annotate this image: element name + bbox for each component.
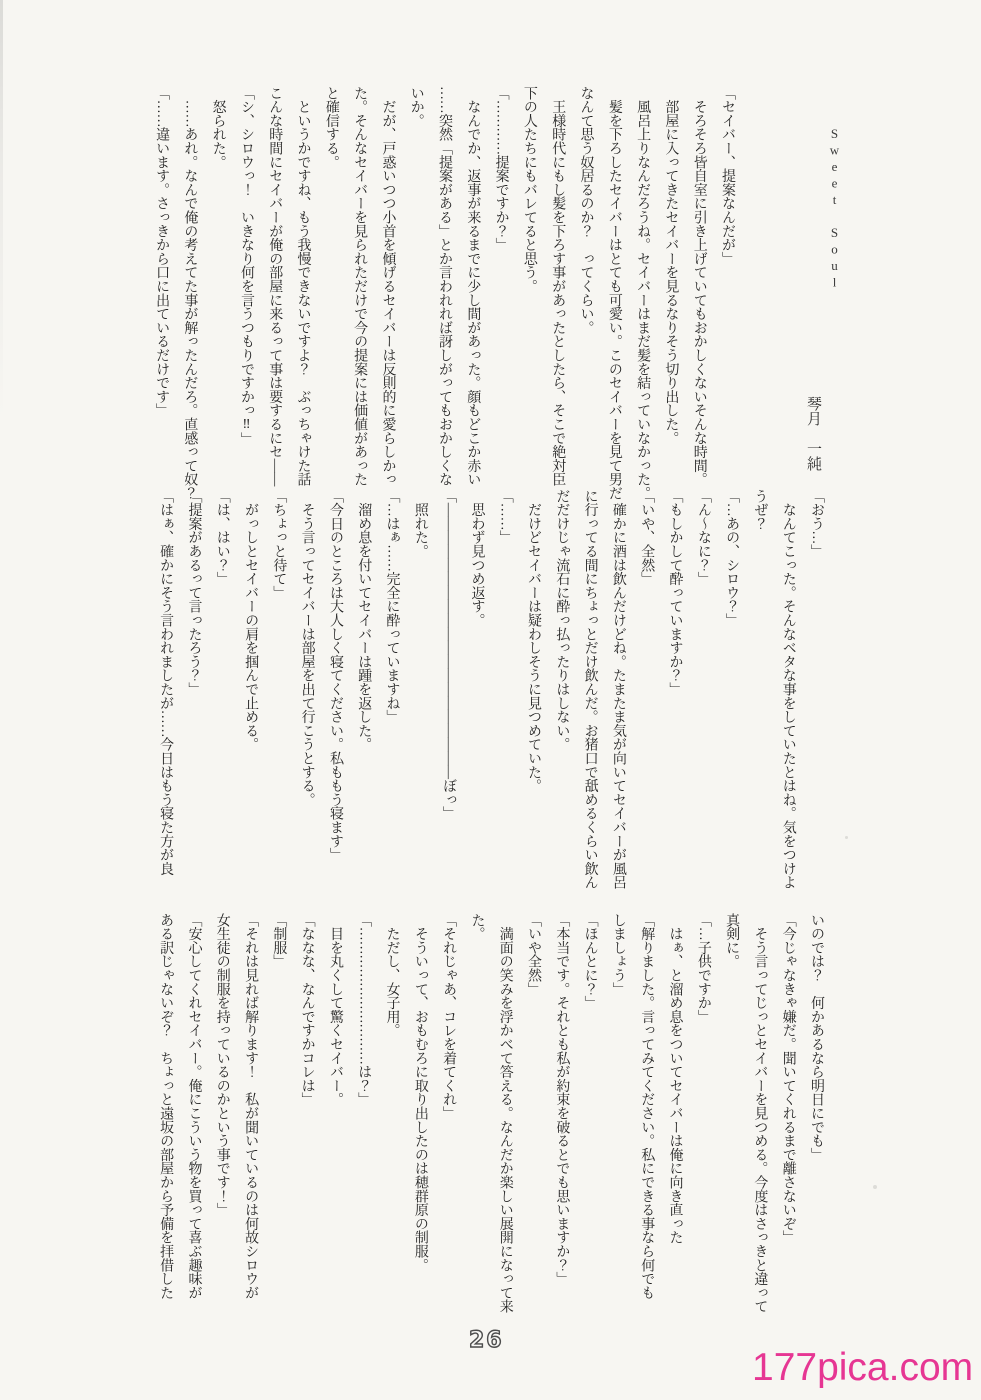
text-line: そういって、おもむろに取り出したのは穂群原の制服。 — [412, 913, 428, 1272]
text-line: ある訳じゃないぞ？ ちょっと遠坂の部屋から予備を拝借した — [158, 913, 174, 1300]
text-line: ただし、女子用。 — [384, 913, 400, 1038]
text-line: 「…子供ですか」 — [695, 913, 711, 1024]
text-line: そろそろ皆自室に引き上げていてもおかしくないそんな時間。 — [691, 86, 707, 487]
text-line: 真剣に。 — [724, 913, 740, 969]
text-line: 女生徒の制服を持っているのかという事です！」 — [214, 913, 230, 1217]
text-band-bottom — [151, 913, 830, 1331]
text-line: そう言ってじっとセイバーを見つめる。今度はさっきと違って — [752, 913, 768, 1314]
text-line: 「はぁ、確かにそう言われましたが……今日はもう寝た方が良 — [158, 489, 174, 876]
scan-artifact-left-edge — [0, 0, 3, 420]
text-line: 部屋に入ってきたセイバーを見るなりそう切り出した。 — [663, 86, 679, 445]
text-band-top — [147, 86, 741, 502]
text-line: 確かに酒は飲んだけどね。たまたま気が向いてセイバーが風呂 — [610, 489, 626, 890]
text-line: 髪を下ろしたセイバーはとても可愛い。このセイバーを見て男だ — [606, 86, 622, 501]
text-line: 「…………………………は？」 — [356, 913, 372, 1107]
story-title: Sweet Soul — [827, 126, 842, 291]
text-line: 「ちょっと待て」 — [271, 489, 287, 600]
text-line: 「セイバー、提案なんだが」 — [720, 86, 735, 266]
text-line: 「おう…」 — [809, 489, 824, 559]
text-line: 「――――――――――――――――――――ぼっ」 — [441, 489, 457, 821]
text-line: 「もしかして酔っていますか？」 — [667, 489, 683, 697]
text-line: そう言ってセイバーは部屋を出て行こうとする。 — [299, 489, 315, 807]
text-line: 照れた。 — [412, 489, 428, 559]
text-line: いか。 — [408, 86, 424, 128]
text-line: ……突然「提案がある」とか言われれば訝しがってもおかしくな — [437, 86, 453, 487]
text-line: 「…………提案ですか？」 — [493, 86, 509, 252]
text-line: こんな時間にセイバーが俺の部屋に来るって事は要するにセ―― — [267, 86, 283, 487]
text-line: 「……違います。さっきから口に出ているだけです」 — [154, 86, 170, 418]
text-line: 「今日のところは大人しく寝てください。私ももう寝ます」 — [327, 489, 343, 862]
text-line: なんてこった。そんなベタな事をしていたとはね。気をつけよ — [780, 489, 796, 890]
text-line: た。そんなセイバーを見られただけで今の提案には価値があった — [352, 86, 368, 487]
text-line: 溜め息を付いてセイバーは踵を返した。 — [356, 489, 372, 752]
text-line: 目を丸くして驚くセイバー。 — [327, 913, 343, 1107]
text-line: 風呂上りなんだろうね。セイバーはまだ髪を結っていなかった。 — [635, 86, 651, 501]
text-line: 「いや、全然」 — [639, 489, 655, 586]
scan-speck — [845, 836, 848, 839]
text-line: 「ななな、なんですかコレは」 — [299, 913, 315, 1107]
author-name: 琴月 一純 — [805, 396, 821, 471]
text-line: だけどセイバーは疑わしそうに見つめていた。 — [526, 489, 542, 793]
text-line: 「…あの、シロウ？」 — [724, 489, 740, 628]
text-band-middle — [151, 489, 830, 907]
text-line: 下の人たちにもバレてると思う。 — [521, 86, 537, 294]
text-line: 「安心してくれセイバー。俺にこういう物を買って喜ぶ趣味が — [186, 913, 202, 1300]
text-line: 「シ、シロウっ！ いきなり何を言うつもりですかっ‼」 — [238, 86, 254, 446]
scan-speck — [873, 1185, 877, 1189]
text-line: に行ってる間にちょっとだけ飲んだ。お猪口で舐めるくらい飲ん — [582, 489, 598, 890]
text-line: 「ほんとに？」 — [582, 913, 598, 1010]
text-line: 満面の笑みを浮かべて答える。なんだか楽しい展開になって来 — [497, 913, 513, 1314]
text-line: しましょう」 — [610, 913, 626, 996]
text-line: 「は、はい？」 — [214, 489, 230, 586]
text-line: がっしとセイバーの肩を掴んで止める。 — [243, 489, 259, 752]
text-line: 「…はぁ……完全に酔っていますね」 — [384, 489, 400, 724]
text-line: いのでは？ 何かあるなら明日にでも」 — [809, 913, 824, 1162]
text-line: というかですね、もう我慢できないですよ？ ぶっちゃけた話 — [295, 86, 311, 487]
text-line: 「本当です。それとも私が約束を破るとでも思いますか？」 — [554, 913, 570, 1286]
text-line: 「解りました。言ってみてください。私にできる事なら何でも — [639, 913, 655, 1300]
text-line: だが、戸惑いつつ小首を傾げるセイバーは反則的に愛らしかっ — [380, 86, 396, 487]
text-line: 「ん～なに？」 — [695, 489, 711, 586]
text-line: 「それは見れば解ります！ 私が聞いているのは何故シロウが — [243, 913, 259, 1300]
page-number: 26 — [469, 1328, 504, 1353]
text-line: 「それじゃあ、コレを着てくれ」 — [441, 913, 457, 1121]
text-line: なんでか、返事が来るまでに少し間があった。顔もどこか赤い — [465, 86, 481, 487]
text-line: 王様時代にもし髪を下ろす事があったとしたら、そこで絶対臣 — [550, 86, 566, 487]
text-line: 思わず見つめ返す。 — [469, 489, 485, 628]
text-line: 「いや全然」 — [526, 913, 542, 996]
text-line: 怒られた。 — [210, 86, 226, 169]
text-line: 「制服」 — [271, 913, 287, 969]
text-line: ……あれ。なんで俺の考えてた事が解ったんだろ。直感って奴？ — [182, 86, 198, 501]
text-line: 「提案があるって言ったろう？」 — [186, 489, 202, 697]
text-line: と確信する。 — [323, 86, 339, 169]
text-line: 「……」 — [497, 489, 513, 545]
text-line: はぁ、と溜め息をついてセイバーは俺に向き直った — [667, 913, 683, 1245]
text-line: 「今じゃなきゃ嫌だ。聞いてくれるまで離さないぞ」 — [780, 913, 796, 1245]
text-line: うぜ？ — [752, 489, 768, 531]
watermark-text: 177pica.com — [752, 1346, 974, 1389]
text-line: なんて思う奴居るのか？ ってくらい。 — [578, 86, 594, 335]
text-line: だだけじゃ流石に酔っ払ったりはしない。 — [554, 489, 570, 752]
text-line: た。 — [469, 913, 485, 941]
